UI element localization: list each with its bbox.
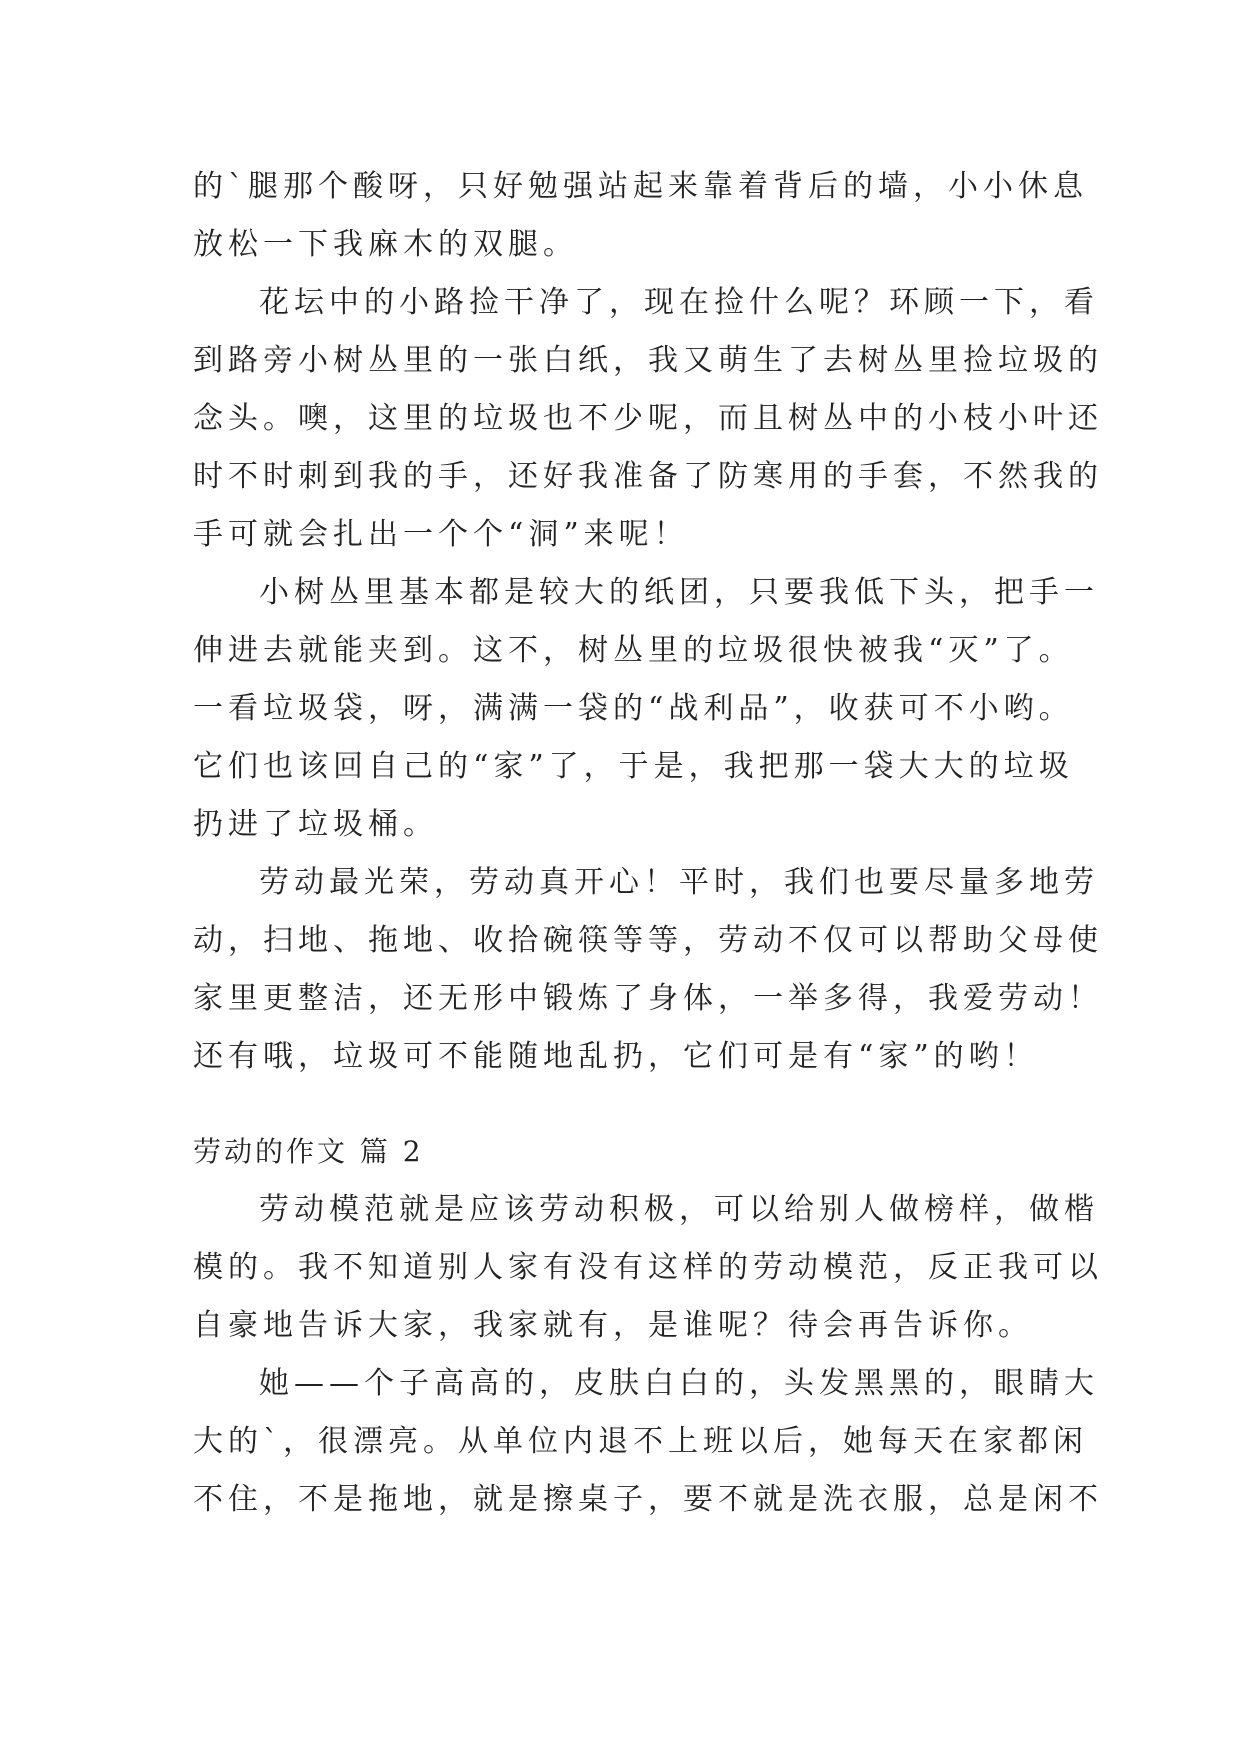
text-line: 不住，不是拖地，就是擦桌子，要不就是洗衣服，总是闲不 [193,1482,1103,1517]
text-line: 扔进了垃圾桶。 [193,807,438,842]
text-line: 动，扫地、拖地、收拾碗筷等等，劳动不仅可以帮助父母使 [193,923,1103,958]
text-line: 大的`，很漂亮。从单位内退不上班以后，她每天在家都闲 [193,1424,1088,1459]
paragraph [193,1355,1103,1529]
text-line: 劳动模范就是应该劳动积极，可以给别人做榜样，做楷 [259,1192,1099,1227]
text-line: 自豪地告诉大家，我家就有，是谁呢？待会再告诉你。 [193,1308,1033,1343]
text-line: 劳动最光荣，劳动真开心！平时，我们也要尽量多地劳 [259,865,1099,900]
text-line: 模的。我不知道别人家有没有这样的劳动模范，反正我可以 [193,1250,1103,1285]
text-line: 手可就会扎出一个个“洞”来呢！ [193,517,689,552]
text-line: 一看垃圾袋，呀，满满一袋的“战利品”，收获可不小哟。 [193,691,1074,726]
section-gap [193,1086,1073,1123]
text-line: 小树丛里基本都是较大的纸团，只要我低下头，把手一 [259,575,1099,610]
text-line: 念头。噢，这里的垃圾也不少呢，而且树丛中的小枝小叶还 [193,401,1103,436]
section-title: 劳动的作文 篇 2 [193,1135,424,1168]
text-line: 到路旁小树丛里的一张白纸，我又萌生了去树丛里捡垃圾的 [193,343,1103,378]
paragraph [193,274,1103,564]
text-line: 放松一下我麻木的双腿。 [193,227,578,262]
paragraph [193,564,1099,854]
text-line: 伸进去就能夹到。这不，树丛里的垃圾很快被我“灭”了。 [193,633,1074,668]
text-line: 她——个子高高的，皮肤白白的，头发黑黑的，眼睛大 [259,1366,1099,1401]
text-line: 它们也该回自己的“家”了，于是，我把那一袋大大的垃圾 [193,749,1074,784]
text-line: 家里更整洁，还无形中锻炼了身体，一举多得，我爱劳动！ [193,981,1103,1016]
document-body [193,158,1103,1529]
text-line: 还有哦，垃圾可不能随地乱扔，它们可是有“家”的哟！ [193,1039,1039,1074]
paragraph [193,1181,1103,1355]
paragraph [193,854,1103,1086]
text-line: 的`腿那个酸呀，只好勉强站起来靠着背后的墙，小小休息 [193,169,1088,204]
text-line: 时不时刺到我的手，还好我准备了防寒用的手套，不然我的 [193,459,1103,494]
text-line: 花坛中的小路捡干净了，现在捡什么呢？环顾一下，看 [259,285,1099,320]
paragraph [193,158,1088,274]
